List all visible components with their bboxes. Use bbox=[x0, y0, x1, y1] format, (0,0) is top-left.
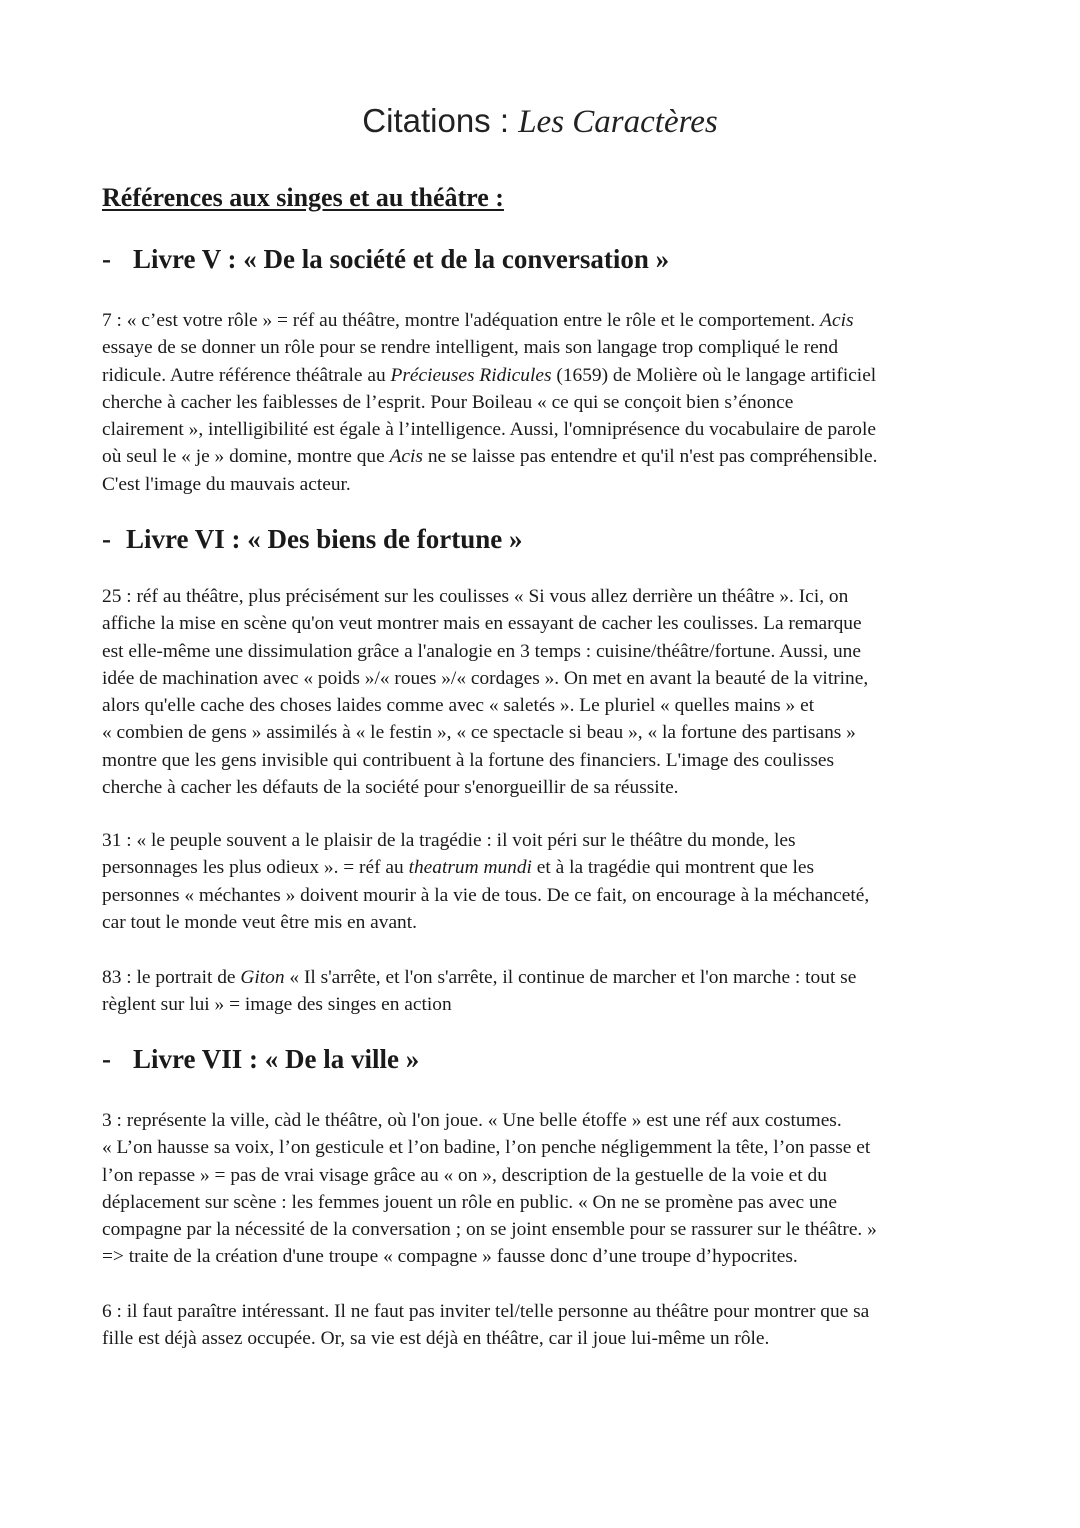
page-title bbox=[0, 102, 1080, 141]
text-line: l’on repasse » = pas de vrai visage grâce au « on », description de la gestuelle de la voie et du bbox=[102, 1164, 827, 1186]
text-line: « combien de gens » assimilés à « le festin », « ce spectacle si beau », « la fortune des partisans » bbox=[102, 722, 856, 744]
text-line: => traite de la création d'une troupe « compagne » fausse donc d’une troupe d’hypocrites. bbox=[102, 1246, 798, 1268]
section-heading: Références aux singes et au théâtre : bbox=[102, 183, 504, 212]
list-dash: - bbox=[102, 524, 111, 554]
text-line: cherche à cacher les défauts de la société pour s'enorgueillir de sa réussite. bbox=[102, 777, 679, 799]
text-line: 3 : représente la ville, càd le théâtre, où l'on joue. « Une belle étoffe » est une réf aux costumes. bbox=[102, 1110, 842, 1131]
livre-label: Livre VI : « Des biens de fortune » bbox=[126, 524, 523, 554]
paragraph-7 bbox=[102, 307, 980, 498]
text-line: clairement », intelligibilité est égale à l’intelligence. Aussi, l'omniprésence du vocabulaire de parole bbox=[102, 419, 876, 441]
paragraph-3 bbox=[102, 1107, 980, 1271]
text-line: où seul le « je » domine, montre que Acis ne se laisse pas entendre et qu'il n'est pas compréhensible. bbox=[102, 446, 878, 468]
text-line: personnages les plus odieux ». = réf au theatrum mundi et à la tragédie qui montrent que les bbox=[102, 857, 815, 879]
text-line: montre que les gens invisible qui contribuent à la fortune des financiers. L'image des coulisses bbox=[102, 749, 835, 771]
text-line: 31 : « le peuple souvent a le plaisir de la tragédie : il voit péri sur le théâtre du monde, les bbox=[102, 830, 796, 851]
text-line: ridicule. Autre référence théâtrale au Précieuses Ridicules (1659) de Molière où le langage artificiel bbox=[102, 364, 877, 386]
text-line: 7 : « c’est votre rôle » = réf au théâtre, montre l'adéquation entre le rôle et le comportement. Acis bbox=[102, 310, 854, 331]
list-dash: - bbox=[102, 244, 111, 274]
livre-label: Livre V : « De la société et de la conversation » bbox=[133, 244, 670, 274]
title-italic: Les Caractères bbox=[518, 104, 718, 140]
text-line: « L’on hausse sa voix, l’on gesticule et l’on badine, l’on penche négligemment la tête, l’on passe et bbox=[102, 1137, 871, 1159]
text-line: fille est déjà assez occupée. Or, sa vie est déjà en théâtre, car il joue lui-même un rôle. bbox=[102, 1328, 770, 1350]
text-line: alors qu'elle cache des choses laides comme avec « saletés ». Le pluriel « quelles mains » et bbox=[102, 695, 815, 717]
text-line: personnes « méchantes » doivent mourir à la vie de tous. De ce fait, on encourage à la méchanceté, bbox=[102, 884, 870, 906]
text-line: 6 : il faut paraître intéressant. Il ne faut pas inviter tel/telle personne au théâtre pour montrer que sa bbox=[102, 1301, 870, 1322]
paragraph-6 bbox=[102, 1298, 980, 1353]
text-line: affiche la mise en scène qu'on veut montrer mais en essayant de cacher les coulisses. La remarque bbox=[102, 613, 862, 635]
text-line: 83 : le portrait de Giton « Il s'arrête, et l'on s'arrête, il continue de marcher et l'on marche : tout se bbox=[102, 967, 857, 988]
text-line: cherche à cacher les faiblesses de l’esprit. Pour Boileau « ce qui se conçoit bien s’énonce bbox=[102, 391, 794, 413]
paragraph-25 bbox=[102, 583, 980, 801]
livre-heading-vi bbox=[102, 524, 523, 555]
text-line: car tout le monde veut être mis en avant. bbox=[102, 911, 417, 933]
text-line: idée de machination avec « poids »/« roues »/« cordages ». On met en avant la beauté de la vitrine, bbox=[102, 667, 869, 689]
list-dash: - bbox=[102, 1044, 111, 1074]
title-main: Citations : bbox=[362, 102, 519, 139]
paragraph-83 bbox=[102, 964, 980, 1019]
text-line: C'est l'image du mauvais acteur. bbox=[102, 473, 351, 495]
livre-heading-vii bbox=[102, 1044, 419, 1075]
text-line: règlent sur lui » = image des singes en action bbox=[102, 994, 452, 1016]
text-line: 25 : réf au théâtre, plus précisément sur les coulisses « Si vous allez derrière un théâtre ». Ici, on bbox=[102, 586, 849, 607]
text-line: déplacement sur scène : les femmes jouent un rôle en public. « On ne se promène pas avec une bbox=[102, 1191, 837, 1213]
livre-heading-v bbox=[102, 244, 669, 275]
text-line: compagne par la nécessité de la conversation ; on se joint ensemble pour se rassurer sur le théâtre. » bbox=[102, 1219, 877, 1241]
text-line: essaye de se donner un rôle pour se rendre intelligent, mais son langage trop compliqué le rend bbox=[102, 337, 839, 359]
livre-label: Livre VII : « De la ville » bbox=[133, 1044, 420, 1074]
paragraph-31 bbox=[102, 827, 980, 936]
text-line: est elle-même une dissimulation grâce a l'analogie en 3 temps : cuisine/théâtre/fortune. Aussi, une bbox=[102, 640, 861, 662]
